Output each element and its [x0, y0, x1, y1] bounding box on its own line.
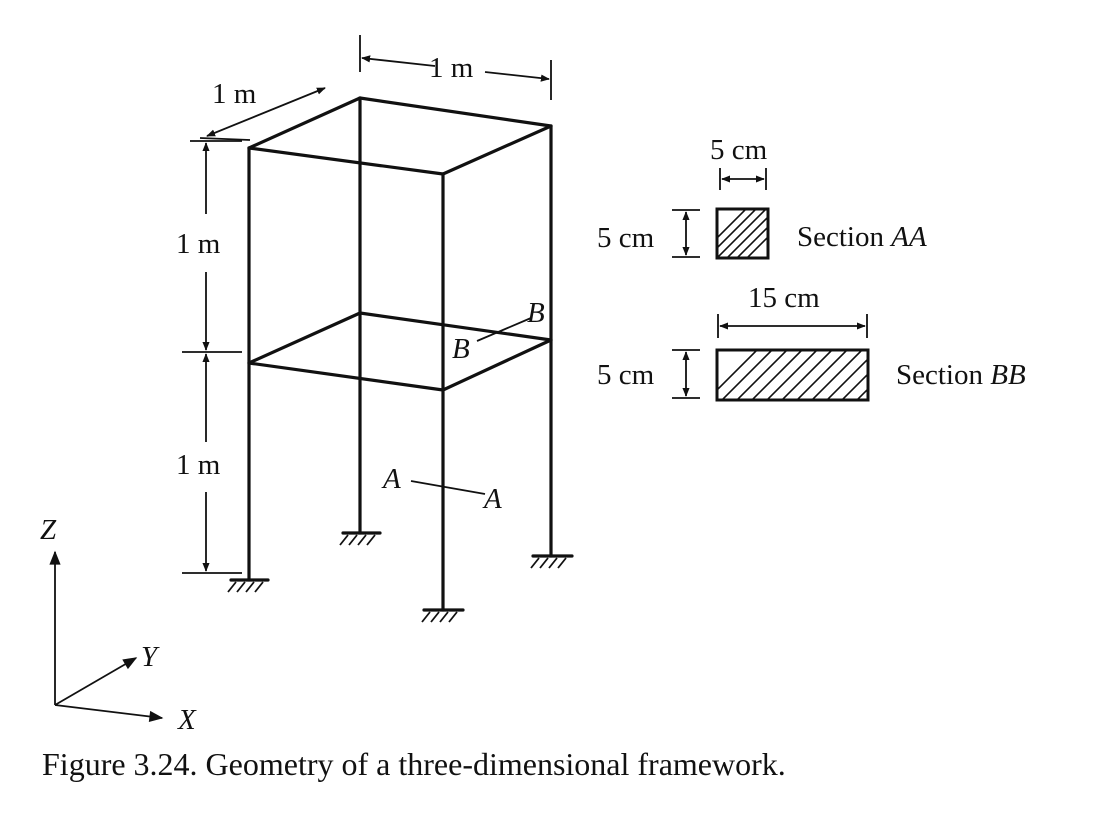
mid-beam-left	[249, 313, 360, 363]
x-axis-label: X	[178, 704, 196, 736]
section-aa-detail	[597, 134, 927, 268]
top-beam-back	[360, 98, 551, 126]
top-beam-front	[249, 148, 443, 174]
section-aa-width-label: 5 cm	[710, 134, 768, 166]
top-width-label: 1 m	[429, 52, 474, 84]
section-aa-title: Section AA	[797, 221, 927, 253]
section-cut-b	[452, 297, 545, 365]
support-back-right	[531, 556, 572, 568]
top-depth-dimension	[200, 78, 325, 140]
fixed-supports	[228, 533, 572, 622]
z-axis-label: Z	[40, 514, 57, 546]
upper-story-dimension	[176, 141, 242, 352]
lower-story-label: 1 m	[176, 449, 221, 481]
section-bb-title: Section BB	[896, 359, 1026, 391]
support-front-left	[228, 580, 268, 592]
top-width-dimension	[360, 35, 551, 100]
lower-story-dimension	[176, 354, 242, 573]
upper-story-label: 1 m	[176, 228, 221, 260]
top-depth-label: 1 m	[212, 78, 257, 110]
support-front-right	[422, 610, 463, 622]
cut-b-label-1: B	[527, 297, 545, 329]
cut-a-label-1: A	[383, 463, 401, 495]
top-beam-left	[249, 98, 360, 148]
figure-caption: Figure 3.24. Geometry of a three-dimensional framework.	[42, 746, 786, 782]
section-bb-height-label: 5 cm	[597, 359, 655, 391]
section-aa-height-label: 5 cm	[597, 222, 655, 254]
section-bb-detail	[597, 282, 1026, 410]
y-axis-label: Y	[141, 641, 158, 673]
section-bb-width-label: 15 cm	[748, 282, 820, 314]
cut-a-label-2: A	[484, 483, 502, 515]
mid-beam-front	[249, 363, 443, 390]
cut-b-label-2: B	[452, 333, 470, 365]
top-beam-right	[443, 126, 551, 174]
coordinate-axes	[40, 514, 197, 736]
framework	[249, 98, 551, 610]
support-back	[340, 533, 380, 545]
